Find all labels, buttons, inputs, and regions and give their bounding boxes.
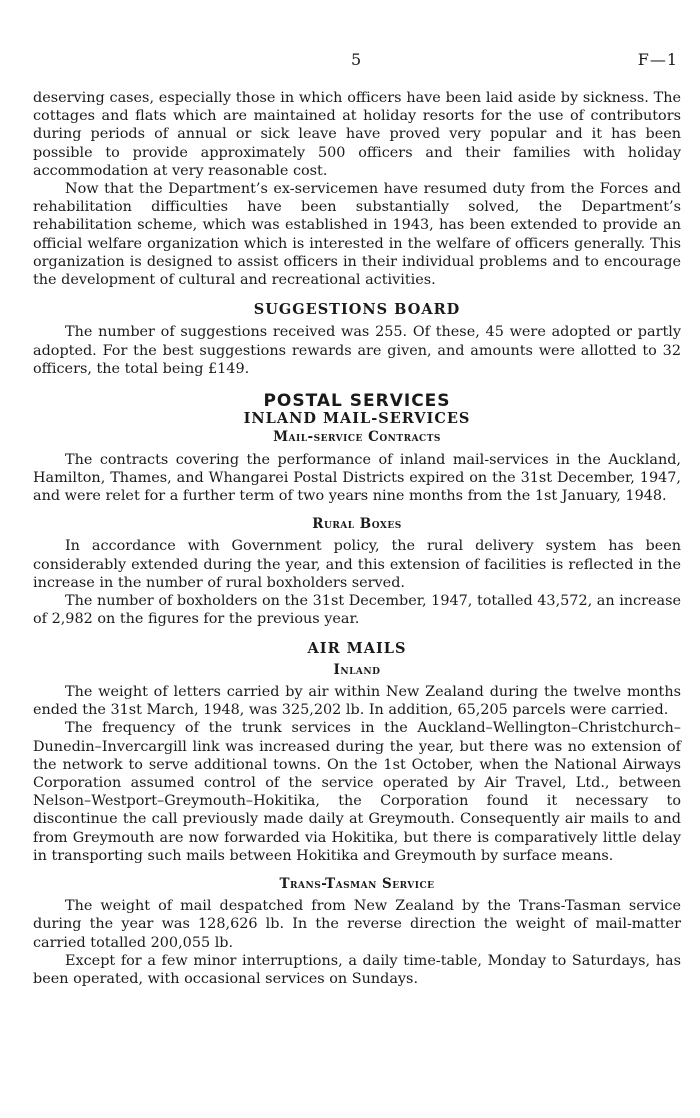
heading-suggestions-board: SUGGESTIONS BOARD	[253, 301, 461, 319]
paragraph-rehabilitation: Now that the Department’s ex-servicemen have resumed duty from the Forces and rehabilitation difficulties have been substantially solved, the Department’s rehabilitation scheme, which was established in 1943, has been extended to provide an official welfare organization which is interested in the welfare of officers generally. This organization is designed to assist officers in their individual problems and to encourage the development of cultural and recreational activities.	[33, 181, 681, 289]
paragraph-trunk-services: The frequency of the trunk services in the Auckland–Wellington–Christchurch–Dunedin–Invercargill link was increased during the year, but there was no extension of the network to serve additional towns. On the 1st October, when the National Airways Corporation assumed control of the service operated by Air Travel, Ltd., between Nelson–Westport–Greymouth–Hokitika, the Corporation found it necessary to discontinue the call previously made daily at Greymouth. Consequently air mails to and from Greymouth are now forwarded via Hokitika, but there is comparatively little delay in transporting such mails between Hokitika and Greymouth by surface means.	[33, 720, 681, 864]
page-number: 5	[351, 50, 362, 69]
heading-inland-mail-services: INLAND MAIL-SERVICES	[243, 410, 471, 428]
page-header	[0, 50, 700, 72]
page-body	[33, 89, 681, 988]
paragraph-boxholders: The number of boxholders on the 31st December, 1947, totalled 43,572, an increase of 2,982 on the figures for the previous year.	[33, 593, 681, 628]
paragraph-rural-delivery: In accordance with Government policy, the rural delivery system has been considerably extended during the year, and this extension of facilities is reflected in the increase in the number of rural boxholders served.	[33, 538, 681, 591]
heading-air-mails: AIR MAILS	[307, 640, 407, 658]
paragraph-timetable: Except for a few minor interruptions, a daily time-table, Monday to Saturdays, has been operated, with occasional services on Sundays.	[33, 952, 681, 987]
heading-trans-tasman-service: Trans-Tasman Service	[279, 875, 435, 892]
paragraph-air-letters: The weight of letters carried by air within New Zealand during the twelve months ended the 31st March, 1948, was 325,202 lb. In addition, 65,205 parcels were carried.	[33, 683, 681, 719]
paragraph-suggestions: The number of suggestions received was 255. Of these, 45 were adopted or partly adopted. For the best suggestions rewards are given, and amounts were allotted to 32 officers, the total being £149.	[33, 324, 681, 377]
heading-mail-service-contracts: Mail-service Contracts	[273, 429, 441, 446]
heading-inland: Inland	[333, 661, 381, 678]
heading-rural-boxes: Rural Boxes	[312, 516, 402, 533]
document-code: F—1	[637, 50, 678, 69]
paragraph-trans-tasman-weight: The weight of mail despatched from New Zealand by the Trans-Tasman service during the year was 128,626 lb. In the reverse direction the weight of mail-matter carried totalled 200,055 lb.	[33, 898, 681, 951]
paragraph-welfare-continued: deserving cases, especially those in which officers have been laid aside by sickness. The cottages and flats which are maintained at holiday resorts for the use of contributors during periods of annual or sick leave have proved very popular and it has been possible to provide approximately 500 officers and their families with holiday accommodation at very reasonable cost.	[33, 90, 681, 179]
paragraph-contracts: The contracts covering the performance of inland mail-services in the Auckland, Hamilton, Thames, and Whangarei Postal Districts expired on the 31st December, 1947, and were relet for a further term of two years nine months from the 1st January, 1948.	[33, 451, 681, 505]
heading-postal-services: POSTAL SERVICES	[263, 391, 451, 412]
